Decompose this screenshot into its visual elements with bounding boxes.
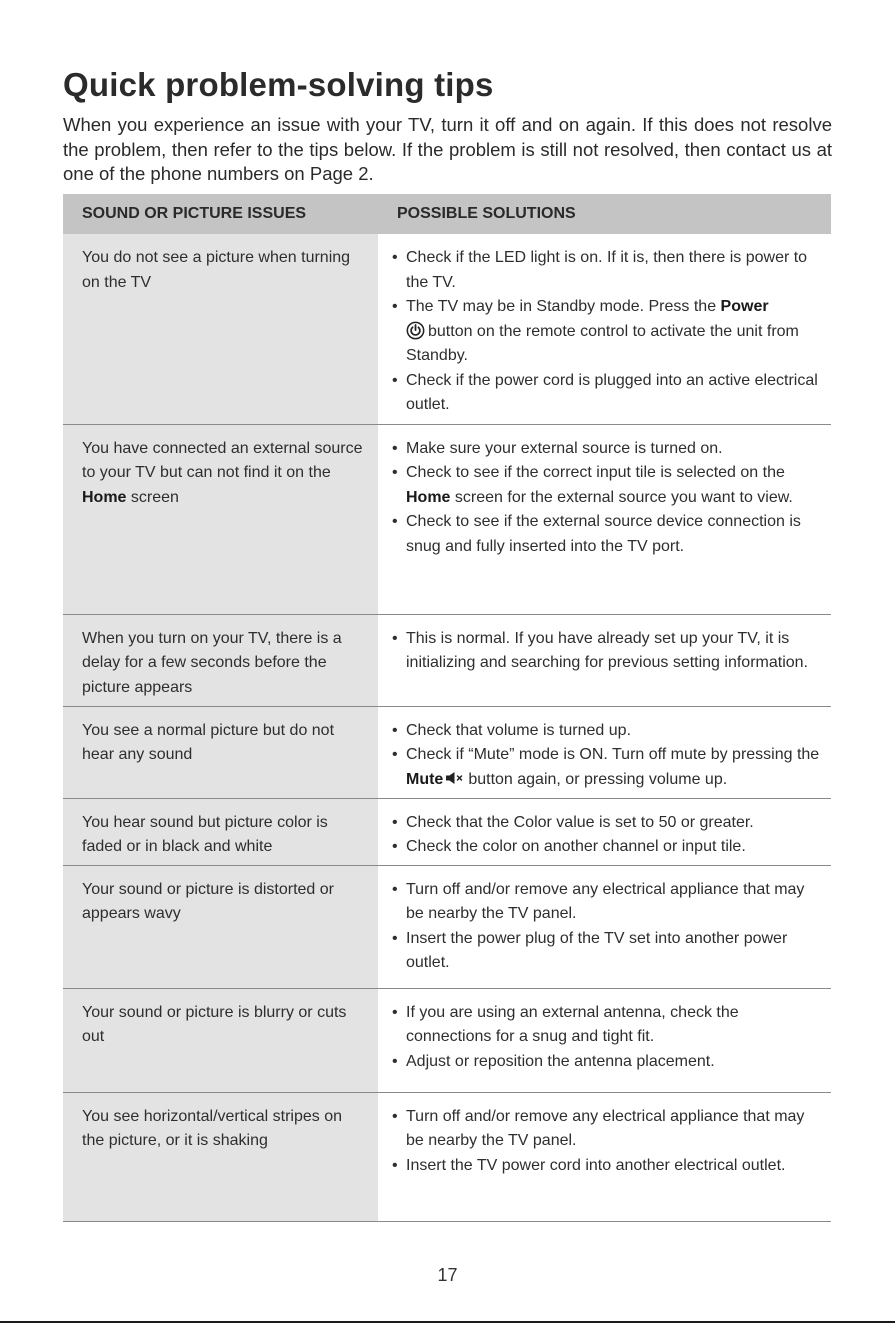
solution-item xyxy=(390,246,821,295)
solution-text: Check if the LED light is on. If it is, then there is power to the TV. xyxy=(406,249,808,291)
solution-list xyxy=(390,1001,821,1075)
table-row xyxy=(63,424,831,614)
solution-text: Insert the TV power cord into another electrical outlet. xyxy=(406,1156,786,1174)
solution-cell xyxy=(378,614,831,706)
issue-text: You see horizontal/vertical stripes on the picture, or it is shaking xyxy=(82,1107,342,1149)
power-label: Power xyxy=(720,298,769,315)
home-label: Home xyxy=(82,488,127,506)
issue-text: Your sound or picture is distorted or appears wavy xyxy=(82,880,334,922)
solution-item xyxy=(390,835,821,860)
issue-cell xyxy=(63,1092,378,1221)
table-row xyxy=(63,706,831,798)
solution-list xyxy=(390,811,821,860)
solution-text: Check the color on another channel or input tile. xyxy=(406,838,746,855)
solution-cell xyxy=(378,234,831,424)
issue-text: You hear sound but picture color is faded or in black and white xyxy=(82,813,328,855)
table-row xyxy=(63,798,831,865)
solution-cell xyxy=(378,865,831,988)
solution-text: button on the remote control to activate the unit from Standby. xyxy=(406,322,799,364)
solution-cell xyxy=(378,424,831,614)
bottom-divider xyxy=(0,1321,895,1323)
solution-item xyxy=(390,369,821,418)
solution-list xyxy=(390,437,821,560)
solution-text: Turn off and/or remove any electrical appliance that may be nearby the TV panel. xyxy=(406,1107,805,1149)
column-header-issues: SOUND OR PICTURE ISSUES xyxy=(63,194,378,234)
solution-list xyxy=(390,246,821,418)
solution-item xyxy=(390,743,821,792)
solution-text: If you are using an external antenna, check the connections for a snug and tight fit. xyxy=(406,1003,739,1045)
home-label: Home xyxy=(406,488,451,506)
solution-text: screen for the external source you want to view. xyxy=(454,488,793,506)
solution-item xyxy=(390,295,821,369)
solution-list xyxy=(390,627,821,676)
solution-list xyxy=(390,878,821,976)
solution-item xyxy=(390,878,821,927)
issue-cell xyxy=(63,798,378,865)
intro-paragraph: When you experience an issue with your TV, turn it off and on again. If this does not resolve the problem, then refer to the tips below. If the problem is still not resolved, then contact us at one of the phone numbers on Page 2. xyxy=(63,114,832,184)
column-header-solutions: POSSIBLE SOLUTIONS xyxy=(378,194,831,234)
solution-item xyxy=(390,927,821,976)
solution-item xyxy=(390,1001,821,1050)
solution-list xyxy=(390,1105,821,1179)
issue-text: You do not see a picture when turning on the TV xyxy=(82,249,351,291)
solution-text: button again, or pressing volume up. xyxy=(468,770,728,788)
solution-item xyxy=(390,627,821,676)
issue-cell xyxy=(63,865,378,988)
solution-text: Check if “Mute” mode is ON. Turn off mute by pressing the xyxy=(406,746,820,763)
solution-item xyxy=(390,719,821,744)
solution-item xyxy=(390,1154,821,1179)
issue-text: When you turn on your TV, there is a delay for a few seconds before the picture appears xyxy=(82,629,342,696)
issue-cell xyxy=(63,614,378,706)
solution-item xyxy=(390,811,821,836)
solution-text: Turn off and/or remove any electrical appliance that may be nearby the TV panel. xyxy=(406,880,805,922)
issue-text: Your sound or picture is blurry or cuts out xyxy=(82,1003,347,1045)
solution-cell xyxy=(378,988,831,1092)
page-title: Quick problem-solving tips xyxy=(63,66,494,103)
solution-item xyxy=(390,461,821,510)
solution-text: The TV may be in Standby mode. Press the xyxy=(406,298,717,315)
solution-text: Check to see if the correct input tile is selected on the xyxy=(406,464,785,481)
solution-text: Check if the power cord is plugged into an active electrical outlet. xyxy=(406,371,818,413)
solution-text: Make sure your external source is turned on. xyxy=(406,439,723,457)
issue-text: You see a normal picture but do not hear any sound xyxy=(82,721,335,763)
solution-list xyxy=(390,719,821,793)
table-row xyxy=(63,1092,831,1221)
solution-text: Check to see if the external source device connection is snug and fully inserted into the TV port. xyxy=(406,513,801,555)
table-row xyxy=(63,234,831,424)
solution-item xyxy=(390,437,821,462)
mute-icon xyxy=(445,771,465,785)
issue-cell xyxy=(63,706,378,798)
solution-text: Insert the power plug of the TV set into another power outlet. xyxy=(406,929,788,971)
table-row xyxy=(63,988,831,1092)
solution-item xyxy=(390,1105,821,1154)
solution-item xyxy=(390,1050,821,1075)
solution-text: Adjust or reposition the antenna placement. xyxy=(406,1052,715,1070)
power-icon xyxy=(406,321,425,340)
solution-item xyxy=(390,510,821,559)
solution-text: Check that volume is turned up. xyxy=(406,721,632,739)
issue-text: You have connected an external source to your TV but can not find it on the xyxy=(82,439,363,481)
issue-cell xyxy=(63,988,378,1092)
mute-label: Mute xyxy=(406,770,444,788)
table-header-row xyxy=(63,194,831,234)
solution-cell xyxy=(378,798,831,865)
table-row xyxy=(63,614,831,706)
issue-text: screen xyxy=(130,488,179,506)
solution-cell xyxy=(378,706,831,798)
solution-text: Check that the Color value is set to 50 or greater. xyxy=(406,813,754,831)
solution-cell xyxy=(378,1092,831,1221)
table-row xyxy=(63,865,831,988)
issue-cell xyxy=(63,234,378,424)
solution-text: This is normal. If you have already set up your TV, it is initializing and searching for previous setting information. xyxy=(406,629,808,671)
page-number: 17 xyxy=(437,1265,458,1285)
issue-cell xyxy=(63,424,378,614)
tips-table xyxy=(63,194,831,1222)
